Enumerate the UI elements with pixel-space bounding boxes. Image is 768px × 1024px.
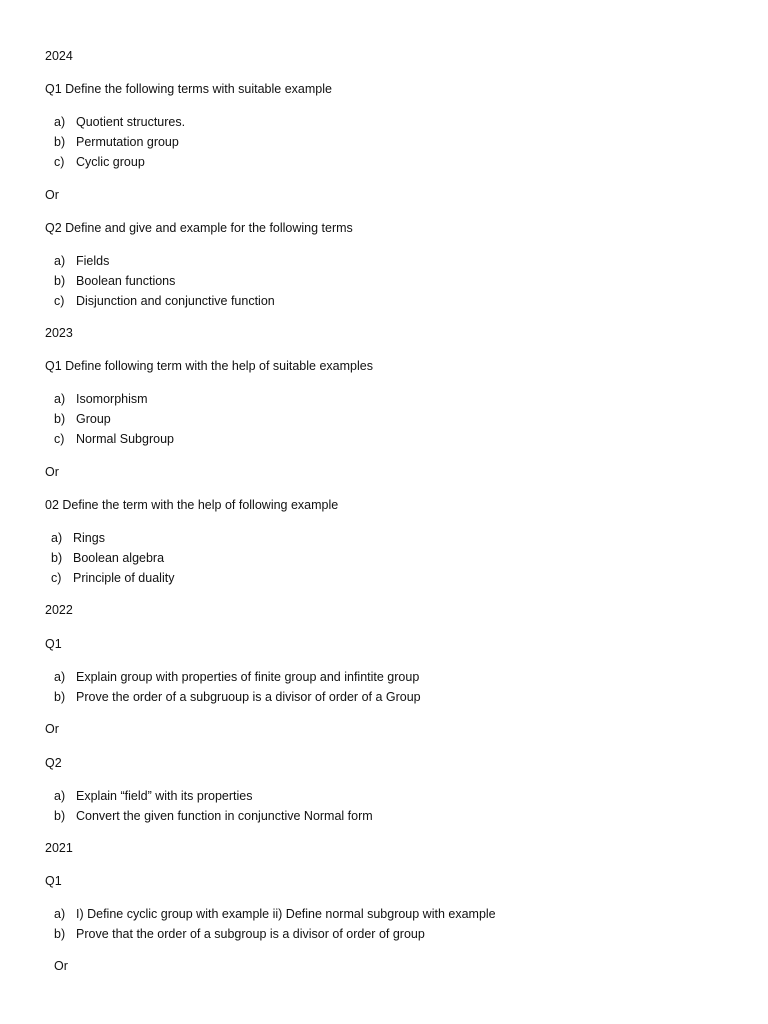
item-text: Prove that the order of a subgroup is a divisor of order of group: [76, 927, 425, 941]
item-marker: c): [54, 155, 65, 169]
item-text: Group: [76, 412, 111, 426]
list-item: [54, 906, 496, 922]
year-heading-2022: 2022: [45, 603, 73, 617]
item-marker: b): [54, 809, 66, 823]
list-item: [54, 134, 179, 150]
question-heading: 02 Define the term with the help of following example: [45, 498, 339, 512]
list-item: [54, 788, 252, 804]
item-marker: b): [54, 927, 66, 941]
list-item: [54, 293, 275, 309]
year-heading-2023: 2023: [45, 326, 73, 340]
item-text: Disjunction and conjunctive function: [76, 294, 275, 308]
list-item: [54, 253, 109, 269]
list-item: [54, 431, 174, 447]
item-text: Boolean functions: [76, 274, 176, 288]
list-item: [54, 689, 421, 705]
item-marker: a): [54, 907, 66, 921]
item-marker: b): [54, 135, 66, 149]
item-marker: b): [54, 412, 66, 426]
question-heading: Q1: [45, 874, 62, 888]
or-separator: Or: [54, 959, 68, 973]
item-text: Rings: [73, 531, 105, 545]
year-heading-2021: 2021: [45, 841, 73, 855]
or-separator: Or: [45, 188, 59, 202]
item-marker: a): [54, 254, 66, 268]
item-marker: b): [54, 690, 66, 704]
item-text: Quotient structures.: [76, 115, 186, 129]
list-item: [51, 530, 105, 546]
list-item: [51, 570, 174, 586]
item-marker: c): [54, 294, 65, 308]
list-item: [54, 114, 185, 130]
item-text: Boolean algebra: [73, 551, 165, 565]
question-heading: Q1 Define following term with the help of suitable examples: [45, 359, 373, 373]
item-text: Fields: [76, 254, 110, 268]
item-text: Explain group with properties of finite group and infintite group: [76, 670, 420, 684]
item-marker: c): [54, 432, 65, 446]
list-item: [54, 273, 175, 289]
item-marker: a): [54, 115, 66, 129]
item-marker: a): [54, 789, 66, 803]
item-text: Permutation group: [76, 135, 179, 149]
year-heading-2024: 2024: [45, 49, 73, 63]
or-separator: Or: [45, 465, 59, 479]
item-marker: b): [54, 274, 66, 288]
list-item: [54, 669, 419, 685]
list-item: [54, 154, 145, 170]
item-marker: c): [51, 571, 62, 585]
list-item: [54, 391, 148, 407]
item-marker: a): [51, 531, 63, 545]
item-marker: a): [54, 392, 66, 406]
list-item: [54, 926, 425, 942]
item-text: Isomorphism: [76, 392, 148, 406]
question-heading: Q1 Define the following terms with suitable example: [45, 82, 332, 96]
item-text: Principle of duality: [73, 571, 175, 585]
item-text: I) Define cyclic group with example ii) Define normal subgroup with example: [76, 907, 496, 921]
question-heading: Q2 Define and give and example for the following terms: [45, 221, 353, 235]
item-marker: b): [51, 551, 63, 565]
or-separator: Or: [45, 722, 59, 736]
item-text: Convert the given function in conjunctive Normal form: [76, 809, 373, 823]
item-text: Explain “field” with its properties: [76, 789, 253, 803]
item-text: Normal Subgroup: [76, 432, 174, 446]
question-heading: Q2: [45, 756, 62, 770]
list-item: [54, 411, 111, 427]
item-text: Prove the order of a subgruoup is a divisor of order of a Group: [76, 690, 421, 704]
item-marker: a): [54, 670, 66, 684]
list-item: [54, 808, 373, 824]
item-text: Cyclic group: [76, 155, 145, 169]
list-item: [51, 550, 164, 566]
question-heading: Q1: [45, 637, 62, 651]
